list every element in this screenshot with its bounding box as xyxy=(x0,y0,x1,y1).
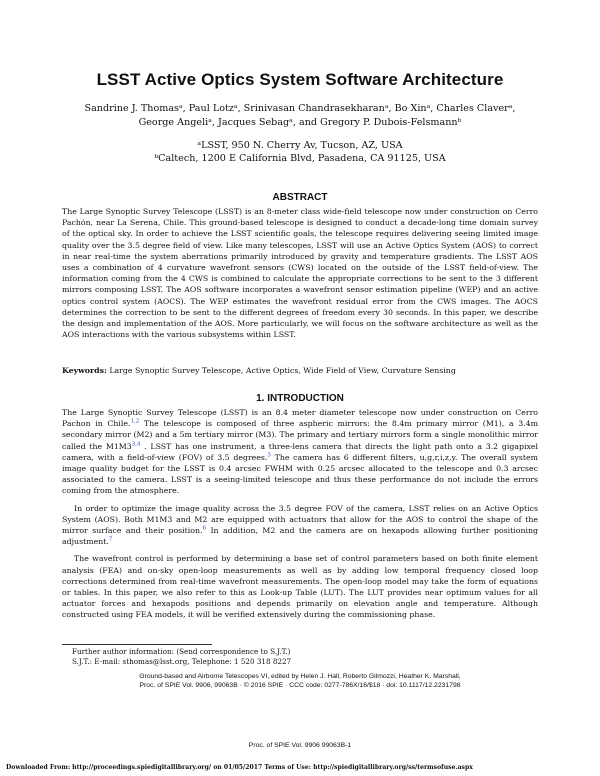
intro-paragraph-1 xyxy=(62,407,538,497)
paper-title: LSST Active Optics System Software Architecture xyxy=(96,70,504,89)
author-list xyxy=(40,102,560,130)
affiliation-b: ᵇCaltech, 1200 E California Blvd, Pasadena, CA 91125, USA xyxy=(154,153,446,164)
intro-p2-text-a: In order to optimize the image quality across the 3.5 degree FOV of the camera, LSST relies on an Active Optics System (AOS). Both M1M3 and M2 are equipped with actuators that allow for the AOS to control the shape of the mirror surface and their position. xyxy=(62,503,538,536)
abstract-text: The Large Synoptic Survey Telescope (LSST) is an 8-meter class wide-field telescope now under construction on Cerro Pachón, near La Serena, Chile. This ground-based telescope is designed to conduct a decade-long time domain survey of the optical sky. In order to achieve the LSST scientific goals, the telescope requires delivering seeing limited image quality over the 3.5 degree field of view. Like many telescopes, LSST will use an Active Optics System (AOS) to correct in near real-time the system aberrations primarily introduced by gravity and temperature gradients. The LSST AOS uses a combination of 4 curvature wavefront sensors (CWS) located on the outside of the LSST field-of-view. The information coming from the 4 CWS is combined to calculate the appropriate corrections to be sent to the 3 different mirrors composing LSST. The AOS software incorporates a wavefront sensor estimation pipeline (WEP) and an active optics control system (AOCS). The WEP estimates the wavefront residual error from the CWS images. The AOCS determines the correction to be sent to the different degrees of freedom every 30 seconds. In this paper, we describe the design and implementation of the AOS. More particularly, we will focus on the software architecture as well as the AOS interactions with the various subsystems within LSST. xyxy=(62,207,538,340)
page-number: Proc. of SPIE Vol. 9906 99063B-1 xyxy=(248,742,352,749)
introduction-body xyxy=(62,407,538,627)
proceedings-info xyxy=(40,672,560,690)
download-notice: Downloaded From: http://proceedings.spiedigitallibrary.org/ on 01/05/2017 Terms of Use: http://spiedigitallibrary.org/ss/termsofuse.aspx xyxy=(6,764,473,771)
keywords xyxy=(62,365,538,376)
footnote-divider xyxy=(62,644,212,645)
proceedings-line-1: Ground-based and Airborne Telescopes VI, edited by Helen J. Hall, Roberto Gilmozzi, Heather K. Marshall, xyxy=(139,673,461,680)
footnotes xyxy=(72,647,532,667)
author-line-1: Sandrine J. Thomasᵃ, Paul Lotzᵃ, Srinivasan Chandrasekharanᵃ, Bo Xinᵃ, Charles Claverᵃ, xyxy=(84,103,516,114)
citation-link[interactable]: 6 xyxy=(202,525,206,532)
citation-link[interactable]: 5 xyxy=(267,452,271,459)
proceedings-line-2: Proc. of SPIE Vol. 9906, 99063B · © 2016 SPIE · CCC code: 0277-786X/16/$18 · doi: 10.1117/12.2231798 xyxy=(139,682,461,689)
citation-link[interactable]: 3,4 xyxy=(131,441,141,448)
intro-paragraph-2 xyxy=(62,503,538,548)
affiliation-a: ᵃLSST, 950 N. Cherry Av, Tucson, AZ, USA xyxy=(197,140,403,151)
intro-p2-text-b: In addition, M2 and the camera are on hexapods allowing further positioning adjustment. xyxy=(62,526,539,547)
intro-p1-text-d: The camera has 6 different filters, u,g,r,i,z,y. The overall system image quality budget for the LSST is 0.4 arcsec FWHM with 0.25 arcsec allocated to the telescope and 0.3 arcsec associated to the camera. LSST is a seeing-limited telescope and thus these performance do not include the errors coming from the atmosphere. xyxy=(62,452,538,496)
intro-p1-text-b: The telescope is composed of three aspheric mirrors: the 8.4m primary mirror (M1), a 3.4m secondary mirror (M2) and a 5m tertiary mirror (M3). The primary and tertiary mirrors form a single monolithic mirror called the M1M3 xyxy=(62,419,539,451)
citation-link[interactable]: 7 xyxy=(108,536,113,543)
footnote-line-2: S.J.T.: E-mail: sthomas@lsst.org, Telephone: 1 520 318 8227 xyxy=(72,657,292,666)
intro-p1-text-c: . LSST has one instrument, a three-lens camera that directs the light path onto a 3.2 gigapixel camera, with a field-of-view (FOV) of 3.5 degrees. xyxy=(62,441,538,462)
affiliations xyxy=(40,139,560,165)
abstract-heading: ABSTRACT xyxy=(272,192,328,203)
intro-paragraph-3: The wavefront control is performed by determining a base set of control parameters based on both finite element analysis (FEA) and on-sky open-loop measurements as well as by adding low temporal frequency closed loop corrections determined from real-time wavefront measurements. The open-loop model may take the form of equations or tables. In this paper, we also refer to this as Look-up Table (LUT). The LUT provides near optimum values for all actuator forces and hexapods positions and depends primarily on elevation angle and temperature. Although constructed using FEA models, it will be verified extensively during the commissioning phase. xyxy=(62,554,538,620)
citation-link[interactable]: 1,2 xyxy=(130,418,140,425)
keywords-text: Large Synoptic Survey Telescope, Active Optics, Wide Field of View, Curvature Sensing xyxy=(109,366,456,375)
keywords-label: Keywords: xyxy=(62,366,107,375)
intro-p1-text-a: The Large Synoptic Survey Telescope (LSST) is an 8.4 meter diameter telescope now under construction on Cerro Pachon in Chile. xyxy=(62,408,538,429)
footnote-line-1: Further author information: (Send correspondence to S.J.T.) xyxy=(72,647,291,656)
author-line-2: George Angeliᵃ, Jacques Sebagᵃ, and Gregory P. Dubois-Felsmannᵇ xyxy=(138,117,462,128)
introduction-heading: 1. INTRODUCTION xyxy=(256,393,344,404)
